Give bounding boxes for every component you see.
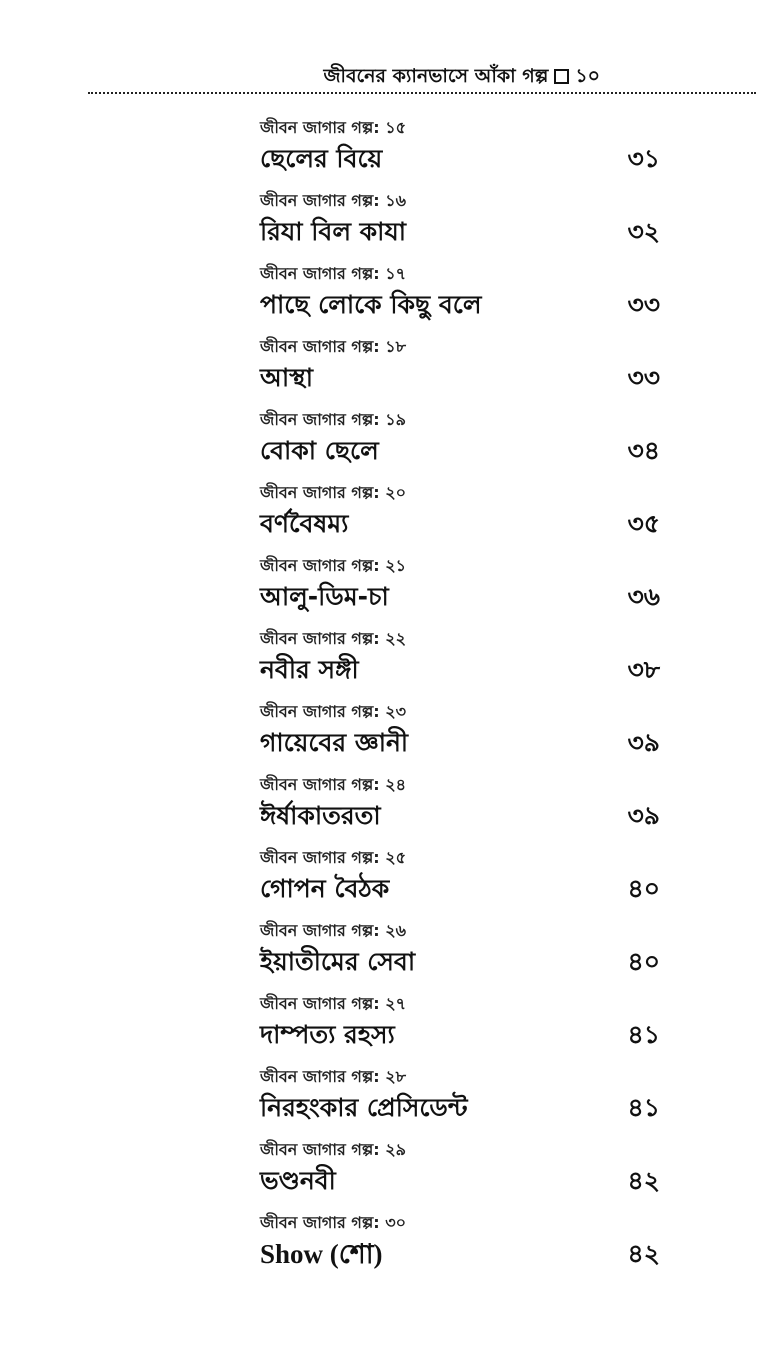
toc-entry[interactable] (260, 261, 660, 334)
toc-entry[interactable] (260, 480, 660, 553)
header-divider (88, 92, 756, 94)
story-title: আলু-ডিম-চা (260, 582, 389, 611)
page-ref: ৪০ (627, 947, 660, 976)
toc-entry[interactable] (260, 845, 660, 918)
page-ref: ৩৩ (627, 290, 660, 319)
page-ref: ৪১ (627, 1093, 660, 1122)
story-number-label: জীবন জাগার গল্প: ২১ (260, 556, 407, 575)
story-number-label: জীবন জাগার গল্প: ২৩ (260, 702, 407, 721)
story-title: রিযা বিল কাযা (260, 217, 407, 246)
toc-entry[interactable] (260, 1210, 660, 1283)
story-title: বর্ণবৈষম্য (260, 509, 349, 538)
page-ref: ৩৪ (627, 436, 660, 465)
story-number-label: জীবন জাগার গল্প: ৩০ (260, 1213, 407, 1232)
page-ref: ৪১ (627, 1020, 660, 1049)
page-ref: ৩৫ (627, 509, 660, 538)
story-title: বোকা ছেলে (260, 436, 379, 465)
square-icon (554, 69, 569, 84)
toc-entry[interactable] (260, 115, 660, 188)
toc-entry[interactable] (260, 334, 660, 407)
story-title: নবীর সঙ্গী (260, 655, 359, 684)
story-title: ছেলের বিয়ে (260, 144, 383, 173)
story-number-label: জীবন জাগার গল্প: ১৫ (260, 118, 407, 137)
page-ref: ৩৯ (627, 728, 660, 757)
page-ref: ৪২ (627, 1166, 660, 1195)
story-title: নিরহংকার প্রেসিডেন্ট (260, 1093, 468, 1122)
story-title: ইয়াতীমের সেবা (260, 947, 416, 976)
story-title: Show (শো) (260, 1239, 383, 1269)
page-ref: ৩২ (627, 217, 660, 246)
story-number-label: জীবন জাগার গল্প: ২৮ (260, 1067, 407, 1086)
page-ref: ৩৮ (627, 655, 660, 684)
page-ref: ৪০ (627, 874, 660, 903)
story-title: দাম্পত্য রহস্য (260, 1020, 395, 1049)
page-ref: ৩৯ (627, 801, 660, 830)
page-ref: ৪২ (627, 1239, 660, 1268)
story-number-label: জীবন জাগার গল্প: ২৬ (260, 921, 407, 940)
running-header (0, 62, 600, 94)
book-title: জীবনের ক্যানভাসে আঁকা গল্প (323, 65, 549, 87)
story-number-label: জীবন জাগার গল্প: ২৫ (260, 848, 407, 867)
toc-entry[interactable] (260, 188, 660, 261)
toc-entry[interactable] (260, 626, 660, 699)
story-number-label: জীবন জাগার গল্প: ২৯ (260, 1140, 407, 1159)
story-number-label: জীবন জাগার গল্প: ১৭ (260, 264, 407, 283)
story-title: গোপন বৈঠক (260, 874, 390, 903)
story-title: ভণ্ডনবী (260, 1166, 336, 1195)
story-number-label: জীবন জাগার গল্প: ২৪ (260, 775, 407, 794)
toc-entry[interactable] (260, 772, 660, 845)
story-title: পাছে লোকে কিছু বলে (260, 290, 482, 319)
story-title: গায়েবের জ্ঞানী (260, 728, 409, 757)
toc-entry[interactable] (260, 918, 660, 991)
toc-entry[interactable] (260, 407, 660, 480)
page-ref: ৩১ (627, 144, 660, 173)
toc-entry[interactable] (260, 991, 660, 1064)
page-ref: ৩৩ (627, 363, 660, 392)
toc-entry[interactable] (260, 1064, 660, 1137)
story-title: ঈর্ষাকাতরতা (260, 801, 381, 830)
toc-entry[interactable] (260, 699, 660, 772)
story-number-label: জীবন জাগার গল্প: ২৭ (260, 994, 407, 1013)
story-number-label: জীবন জাগার গল্প: ১৬ (260, 191, 407, 210)
story-number-label: জীবন জাগার গল্প: ২০ (260, 483, 407, 502)
page-ref: ৩৬ (627, 582, 660, 611)
story-title: আস্থা (260, 363, 313, 392)
story-number-label: জীবন জাগার গল্প: ১৮ (260, 337, 407, 356)
table-of-contents (260, 115, 660, 1283)
page-number: ১০ (575, 65, 600, 87)
story-number-label: জীবন জাগার গল্প: ১৯ (260, 410, 407, 429)
toc-entry[interactable] (260, 1137, 660, 1210)
story-number-label: জীবন জাগার গল্প: ২২ (260, 629, 407, 648)
toc-entry[interactable] (260, 553, 660, 626)
